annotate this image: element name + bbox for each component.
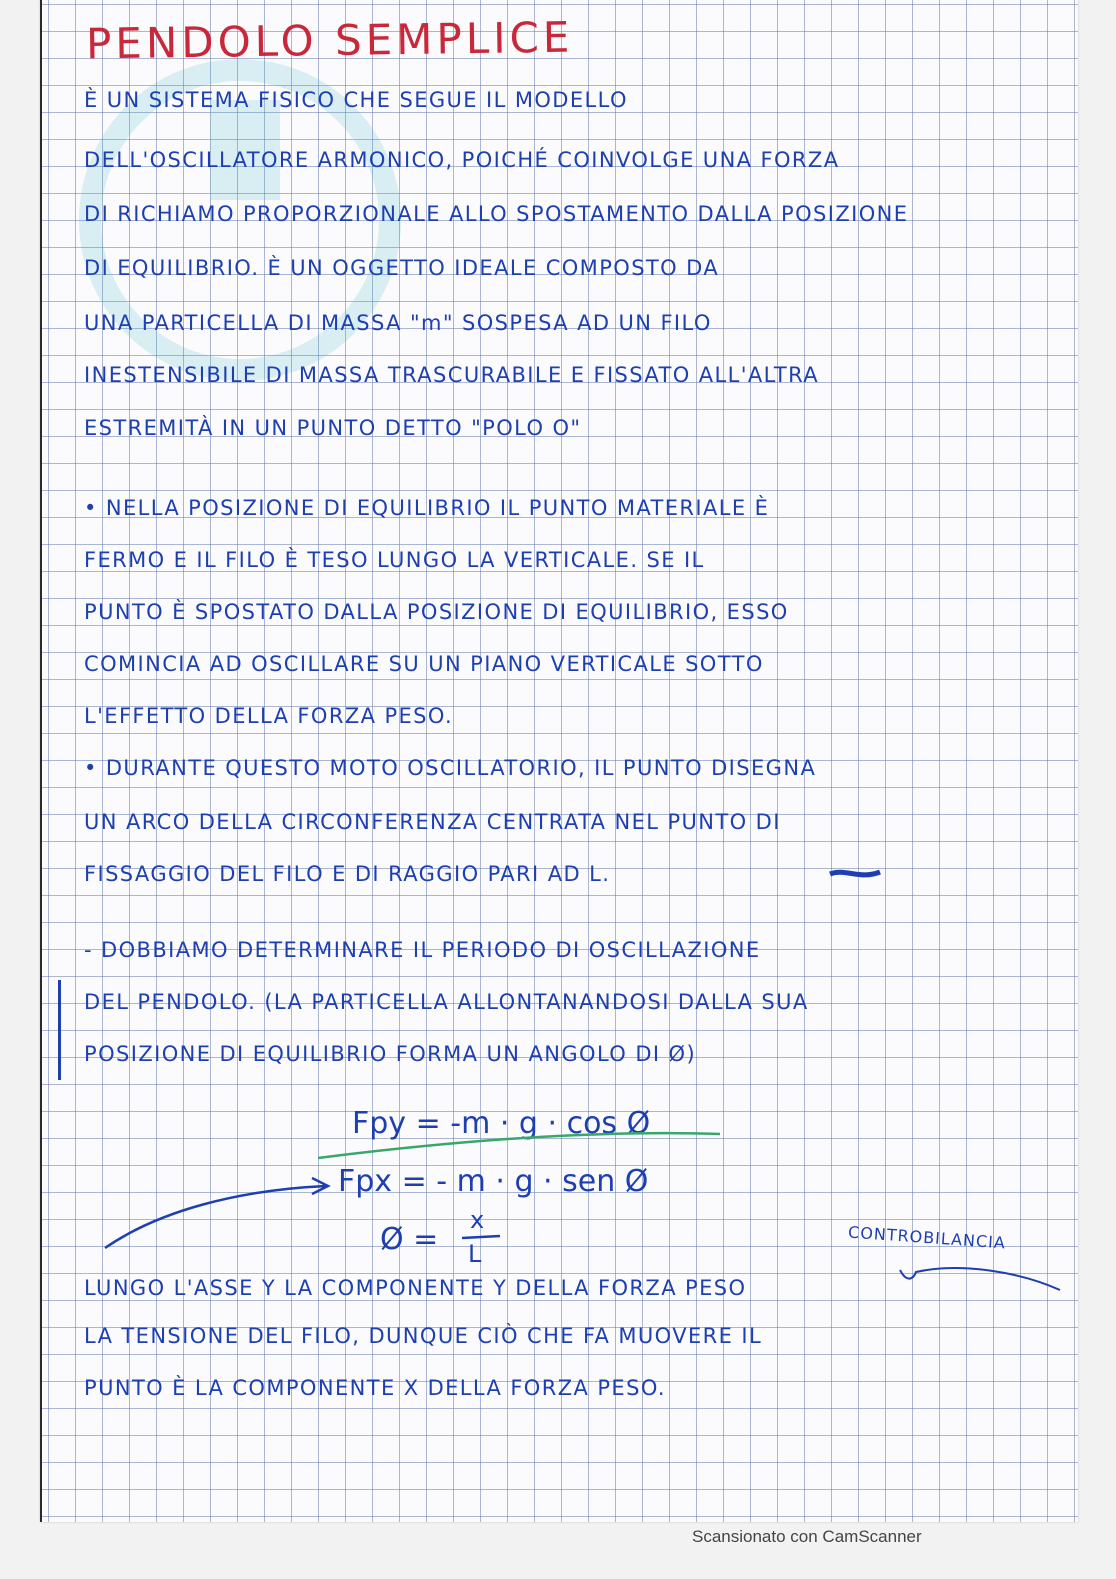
text-line: DI RICHIAMO PROPORZIONALE ALLO SPOSTAMENTO DALLA POSIZIONE (84, 202, 909, 226)
text-line: DELL'OSCILLATORE ARMONICO, POICHÉ COINVOLGE UNA FORZA (84, 148, 840, 172)
page-title: PENDOLO SEMPLICE (85, 12, 574, 69)
text-line: POSIZIONE DI EQUILIBRIO FORMA UN ANGOLO DI Ø) (84, 1042, 697, 1066)
annotation-controbilancia: CONTROBILANCIA (847, 1222, 1007, 1253)
text-line: PUNTO È LA COMPONENTE X DELLA FORZA PESO. (84, 1376, 666, 1400)
fraction-bar (462, 1236, 500, 1238)
text-line: È UN SISTEMA FISICO CHE SEGUE IL MODELLO (84, 88, 628, 112)
formula-theta-numerator: x (470, 1206, 485, 1234)
scanner-footer: Scansionato con CamScanner (692, 1527, 922, 1546)
formula-theta-denominator: L (468, 1240, 482, 1268)
green-strikethrough (318, 1133, 720, 1158)
formula-fpx: Fpx = - m · g · sen Ø (338, 1164, 649, 1199)
formula-theta-lhs: Ø = (380, 1222, 439, 1257)
text-line: FISSAGGIO DEL FILO E DI RAGGIO PARI AD L. (84, 862, 611, 886)
text-line: LUNGO L'ASSE Y LA COMPONENTE Y DELLA FORZA PESO (84, 1276, 747, 1300)
text-line: ESTREMITÀ IN UN PUNTO DETTO "POLO O" (84, 416, 582, 440)
text-line: UN ARCO DELLA CIRCONFERENZA CENTRATA NEL PUNTO DI (84, 810, 781, 834)
text-line: • NELLA POSIZIONE DI EQUILIBRIO IL PUNTO MATERIALE È (84, 496, 770, 520)
text-line: DI EQUILIBRIO. È UN OGGETTO IDEALE COMPOSTO DA (84, 256, 720, 280)
text-line: DEL PENDOLO. (LA PARTICELLA ALLONTANANDOSI DALLA SUA (84, 990, 809, 1014)
text-line: • DURANTE QUESTO MOTO OSCILLATORIO, IL PUNTO DISEGNA (84, 756, 817, 780)
text-line: - DOBBIAMO DETERMINARE IL PERIODO DI OSCILLAZIONE (84, 938, 761, 962)
text-line: L'EFFETTO DELLA FORZA PESO. (84, 704, 454, 728)
text-line: COMINCIA AD OSCILLARE SU UN PIANO VERTICALE SOTTO (84, 652, 764, 676)
text-line: FERMO E IL FILO È TESO LUNGO LA VERTICALE. SE IL (84, 548, 705, 572)
formula-fpy: Fpy = -m · g · cos Ø (352, 1106, 651, 1141)
text-line: PUNTO È SPOSTATO DALLA POSIZIONE DI EQUILIBRIO, ESSO (84, 600, 789, 624)
scribble (830, 872, 880, 875)
text-line: INESTENSIBILE DI MASSA TRASCURABILE E FISSATO ALL'ALTRA (84, 363, 820, 387)
text-line: LA TENSIONE DEL FILO, DUNQUE CIÒ CHE FA MUOVERE IL (84, 1324, 763, 1348)
brace-stroke (900, 1268, 1060, 1290)
text-line: UNA PARTICELLA DI MASSA "m" SOSPESA AD UN FILO (84, 311, 712, 335)
curved-arrow (105, 1186, 326, 1248)
